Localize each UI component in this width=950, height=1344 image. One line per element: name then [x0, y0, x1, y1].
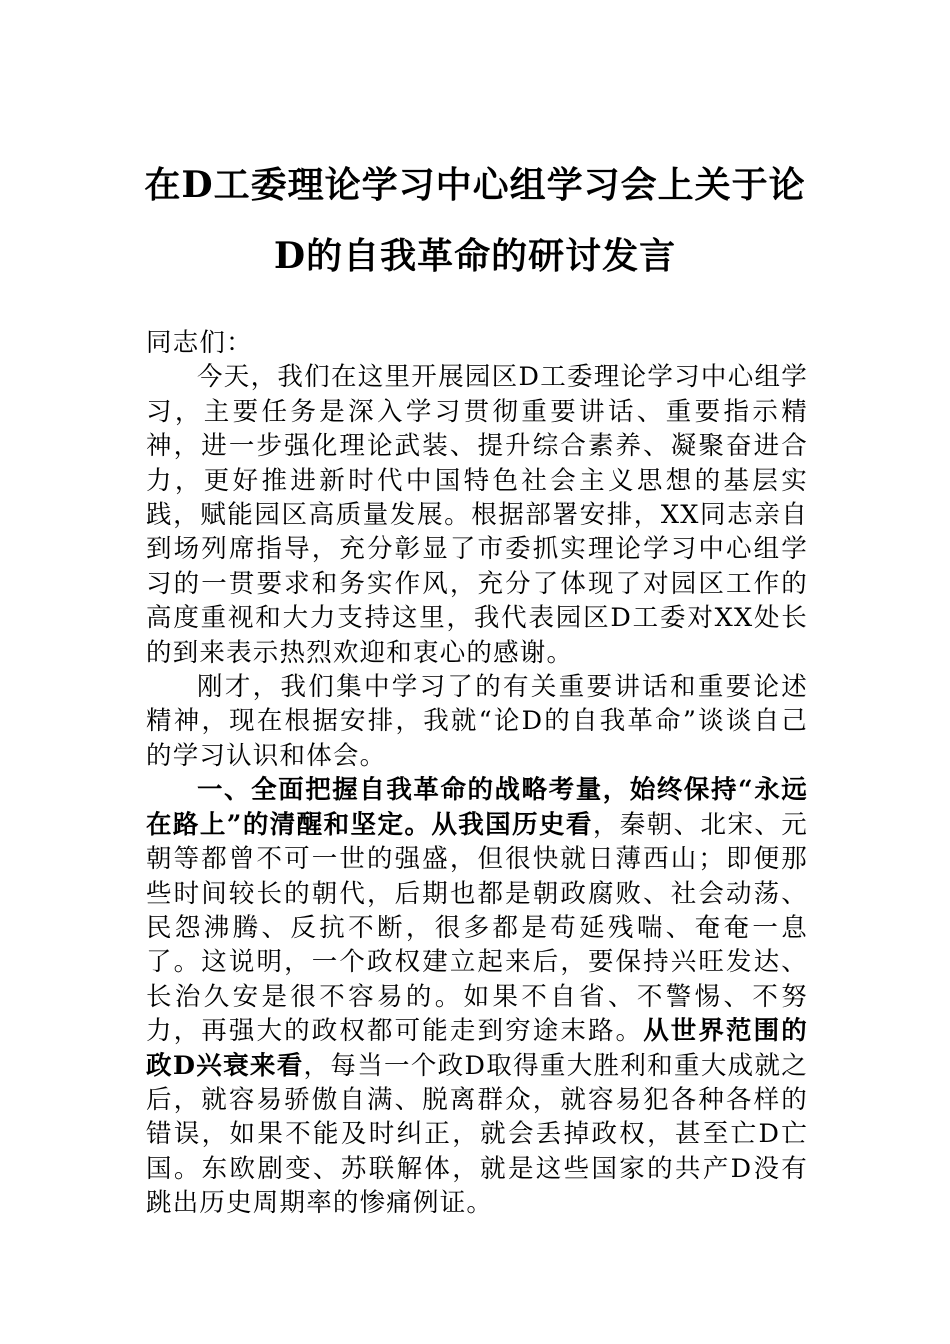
salutation: 同志们： — [146, 328, 253, 358]
paragraph-section-one — [146, 773, 808, 1220]
document-body — [146, 326, 808, 1221]
paragraph-opening: 今天，我们在这里开展园区D工委理论学习中心组学习，主要任务是深入学习贯彻重要讲话、重要指示精神，进一步强化理论武装、提升综合素养、凝聚奋进合力，更好推进新时代中国特色社会主义思想的基层实践，赋能园区高质量发展。根据部署安排，XX同志亲自到场列席指导，充分彰显了市委抓实理论学习中心组学习的一贯要求和务实作风，充分了体现了对园区工作的高度重视和大力支持这里，我代表园区D工委对XX处长的到来表示热烈欢迎和衷心的感谢。 — [146, 362, 808, 668]
section-text-history: ，秦朝、北宋、元朝等都曾不可一世的强盛，但很快就日薄西山；即便那些时间较长的朝代，后期也都是朝政腐败、社会动荡、民怨沸腾、反抗不断，很多都是苟延残喘、奄奄一息了。这说明，一个政权建立起来后，要保持兴旺发达、长治久安是很不容易的。如果不自省、不警惕、不努力，再强大的政权都可能走到穷途末路。 — [146, 809, 808, 1047]
section-heading: 一、全面把握自我革命的战略考量，始终保持“永远在路上”的清醒和坚定。 — [146, 775, 808, 840]
paragraph-intro: 刚才，我们集中学习了的有关重要讲话和重要论述精神，现在根据安排，我就“论D的自我革命”谈谈自己的学习认识和体会。 — [146, 672, 808, 771]
document-title-line-1: 在D工委理论学习中心组学习会上关于论 — [144, 164, 806, 206]
document-title-line-2: D的自我革命的研讨发言 — [273, 235, 677, 277]
lead-phrase-history: 从我国历史看 — [431, 809, 593, 840]
section-text-world: ，每当一个政D取得重大胜利和重大成就之后，就容易骄傲自满、脱离群众，就容易犯各种各样的错误，如果不能及时纠正，就会丢掉政权，甚至亡D亡国。东欧剧变、苏联解体，就是这些国家的共产D没有跳出历史周期率的惨痛例证。 — [146, 1050, 808, 1219]
lead-phrase-world: 从世界范围的政D兴衰来看 — [146, 1016, 808, 1081]
